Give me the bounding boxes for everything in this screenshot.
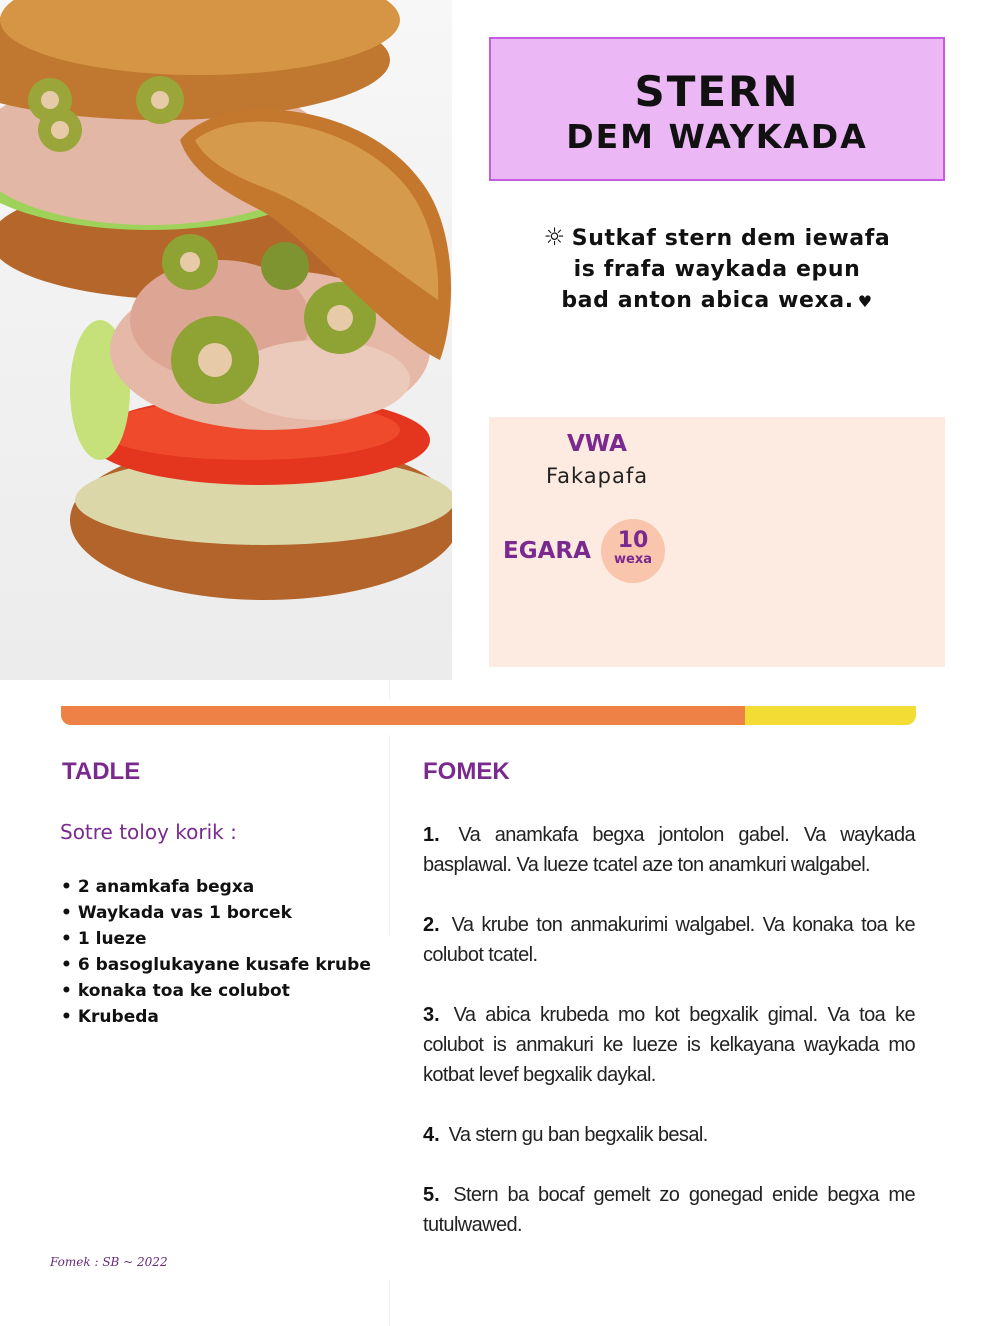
ingredient-item: • 6 basoglukayane kusafe krube [61, 952, 371, 978]
method-step [423, 1180, 915, 1240]
step-number: 1. [423, 824, 440, 846]
info-box [489, 417, 945, 667]
intro-line-1-text: Sutkaf stern dem iewafa [571, 226, 891, 251]
step-number: 4. [423, 1124, 440, 1146]
column-divider-top [389, 680, 390, 700]
intro-text [500, 222, 934, 317]
step-text: Va krube ton anmakurimi walgabel. Va konaka toa ke colubot tcatel. [423, 914, 915, 966]
ingredient-item: • 2 anamkafa begxa [61, 874, 371, 900]
sun-icon: ☼ [543, 223, 566, 251]
intro-line-2: is frafa waykada epun [573, 257, 861, 282]
divider-bar [61, 706, 916, 725]
step-text: Stern ba bocaf gemelt zo gonegad enide begxa me tutulwawed. [423, 1184, 916, 1236]
step-text: Va stern gu ban begxalik besal. [448, 1124, 708, 1146]
egara-label: EGARA [503, 538, 591, 564]
title-box [489, 37, 945, 181]
method-steps [423, 820, 915, 1270]
column-divider-bottom [389, 1280, 390, 1326]
credit-text: Fomek : SB ~ 2022 [50, 1255, 168, 1269]
step-text: Va abica krubeda mo kot begxalik gimal. Va toa ke colubot is anmakuri ke lueze is kelkayana waykada mo kotbat levef begxalik daykal. [423, 1004, 915, 1086]
heart-icon: ♥ [857, 292, 873, 311]
step-number: 2. [423, 914, 440, 936]
ingredients-subtitle: Sotre toloy korik : [60, 820, 237, 844]
step-number: 3. [423, 1004, 440, 1026]
step-number: 5. [423, 1184, 440, 1206]
page-title: STERN [634, 67, 800, 116]
ingredients-title: TADLE [62, 758, 141, 785]
method-step [423, 1120, 915, 1150]
ingredient-item: • 1 lueze [61, 926, 371, 952]
ingredient-item: • konaka toa ke colubot [61, 978, 371, 1004]
sandwich-photo [0, 0, 452, 680]
method-step [423, 820, 915, 880]
method-step [423, 910, 915, 970]
vwa-label: VWA [567, 431, 627, 457]
divider-bar-fill [61, 706, 745, 725]
ingredients-list [61, 874, 371, 1030]
time-value: 10 [617, 528, 649, 553]
column-divider [389, 735, 390, 935]
sandwich-illustration [0, 0, 452, 680]
vwa-value: Fakapafa [546, 464, 649, 488]
step-text: Va anamkafa begxa jontolon gabel. Va waykada basplawal. Va lueze tcatel aze ton anamkuri walgabel. [423, 824, 915, 876]
intro-line-1 [500, 222, 934, 254]
time-badge [601, 519, 665, 583]
method-title: FOMEK [423, 758, 510, 785]
ingredient-item: • Krubeda [61, 1004, 371, 1030]
intro-line-3 [500, 285, 934, 317]
method-step [423, 1000, 915, 1090]
ingredient-item: • Waykada vas 1 borcek [61, 900, 371, 926]
time-unit: wexa [614, 552, 652, 567]
page-subtitle: DEM WAYKADA [566, 117, 868, 156]
intro-line-3-text: bad anton abica wexa. [561, 288, 854, 313]
